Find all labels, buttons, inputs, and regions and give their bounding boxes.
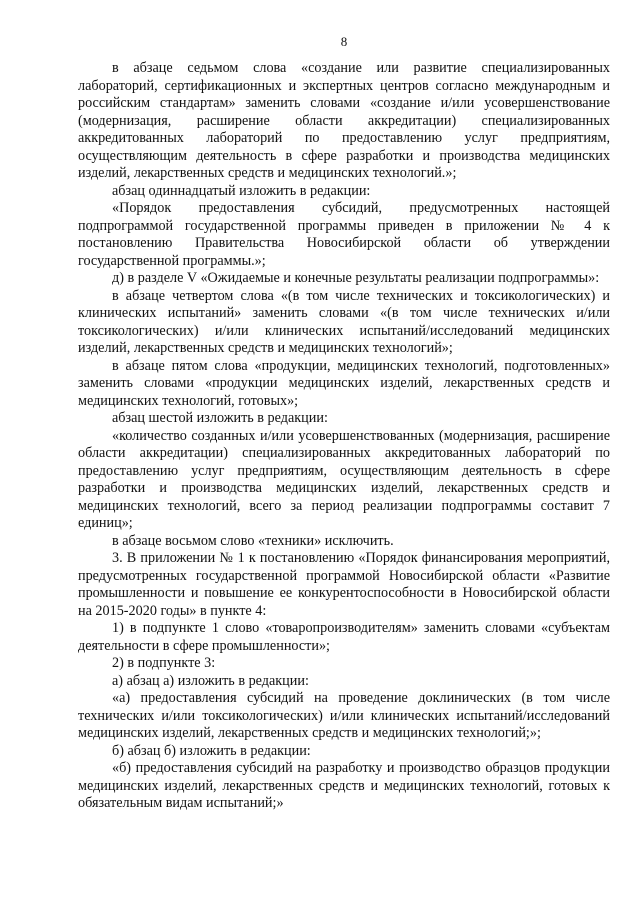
paragraph: 2) в подпункте 3: — [112, 655, 216, 671]
paragraph: 3. В приложении № 1 к постановлению «Порядок финансирования мероприятий, предусмотренных государственной программой Новосибирской области «Развитие промышленности и повышение ее конкурентоспособности в Новосибирской области на 2015-2020 годы» в пункте 4: — [78, 550, 610, 619]
paragraph: «Порядок предоставления субсидий, предусмотренных настоящей подпрограммой государственной программы приведен в приложении № 4 к постановлению Правительства Новосибирской области об утверждении государственной программы.»; — [78, 200, 610, 269]
page-number: 8 — [340, 34, 348, 49]
paragraph: «количество созданных и/или усовершенствованных (модернизация, расширение области аккредитации) специализированных аккредитованных лабораторий по предоставлению услуг предприятиям, осуществляющим деятельность в сфере разработки и производства медицинских изделий, лекарственных средств и медицинских технологий, всего за период реализации подпрограммы составит 7 единиц»; — [78, 427, 610, 531]
paragraph: в абзаце восьмом слово «техники» исключить. — [112, 532, 394, 549]
paragraph: в абзаце пятом слова «продукции, медицинских технологий, подготовленных» заменить словами «продукции медицинских изделий, лекарственных средств и медицинских технологий, готовых»; — [78, 357, 610, 409]
paragraph: в абзаце четвертом слова «(в том числе технических и токсикологических) и клинических испытаний» заменить словами «(в том числе технических и/или токсикологических) и/или клинических испытаний/исследований медицинских изделий, лекарственных средств и медицинских технологий»; — [78, 287, 610, 356]
paragraph: «а) предоставления субсидий на проведение доклинических (в том числе технических и/или токсикологических) и/или клинических испытаний/исследований медицинских изделий, лекарственных средств и медицинских технологий;»; — [78, 690, 610, 741]
paragraph: а) абзац а) изложить в редакции: — [112, 672, 309, 689]
paragraph: 1) в подпункте 1 слово «товаропроизводителям» заменить словами «субъектам деятельности в сфере промышленности»; — [78, 620, 610, 654]
paragraph: б) абзац б) изложить в редакции: — [112, 742, 311, 759]
paragraph: д) в разделе V «Ожидаемые и конечные результаты реализации подпрограммы»: — [112, 270, 600, 286]
paragraph: в абзаце седьмом слова «создание или развитие специализированных лабораторий, сертификационных и экспертных центров согласно международным и российским стандартам» заменить словами «создание и/или усовершенствование (модернизация, расширение области аккредитации) специализированных аккредитованных лабораторий по предоставлению услуг предприятиям, осуществляющим деятельность в сфере разработки и производства медицинских изделий, лекарственных средств и медицинских технологий.»; — [78, 60, 610, 181]
document-page — [78, 34, 610, 813]
paragraph: абзац шестой изложить в редакции: — [112, 410, 328, 426]
paragraph: абзац одиннадцатый изложить в редакции: — [112, 182, 371, 199]
paragraph: «б) предоставления субсидий на разработку и производство образцов продукции медицинских изделий, лекарственных средств и медицинских технологий, готовых к обязательным видам испытаний;» — [78, 760, 610, 811]
